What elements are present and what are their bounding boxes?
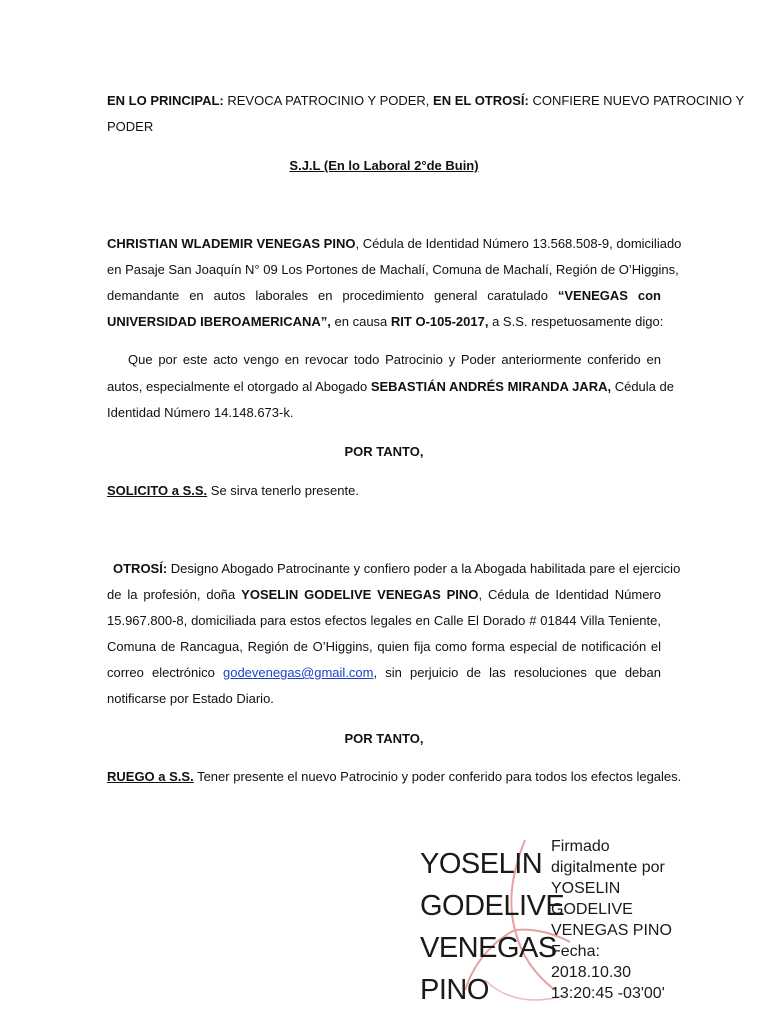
signature-name-line: VENEGAS <box>420 932 557 964</box>
por-tanto-1 <box>107 444 661 459</box>
solicito-text: Se sirva tenerlo presente. <box>207 483 359 498</box>
signature-meta-line: VENEGAS PINO <box>551 922 672 939</box>
p2-line-3: Identidad Número 14.148.673-k. <box>107 405 294 420</box>
signature-meta-line: Firmado <box>551 838 610 855</box>
otrosi-label: OTROSÍ: <box>113 561 168 576</box>
case-title-part-1: “VENEGAS con <box>557 288 661 303</box>
plaintiff-name: CHRISTIAN WLADEMIR VENEGAS PINO <box>107 236 356 251</box>
otrosi-line-5 <box>107 665 661 680</box>
solicito-line <box>107 483 359 498</box>
p1-line-3 <box>107 288 661 303</box>
signature-meta-line: GODELIVE <box>551 901 633 918</box>
otrosi-line-3: 15.967.800-8, domiciliada para estos efectos legales en Calle El Dorado # 01844 Villa Teniente, <box>107 613 661 628</box>
solicito-label: SOLICITO a S.S. <box>107 483 208 498</box>
por-tanto-2-text: POR TANTO, <box>344 731 424 746</box>
signature-name-line: GODELIVE <box>420 890 565 922</box>
otrosi-line-2 <box>107 587 661 602</box>
otrosi-line-5-text: correo electrónico <box>107 665 223 680</box>
p2-line-2-text: autos, especialmente el otorgado al Abogado <box>107 379 371 394</box>
otrosi-line-6: notificarse por Estado Diario. <box>107 691 274 706</box>
signature-name <box>420 843 564 1011</box>
p2-line-1: Que por este acto vengo en revocar todo Patrocinio y Poder anteriormente conferido en <box>128 352 661 367</box>
ruego-line <box>107 769 681 784</box>
p1-line-1 <box>107 236 682 251</box>
otrosi-line-5-rest: , sin perjuicio de las resoluciones que deban <box>373 665 661 680</box>
por-tanto-2 <box>107 731 661 746</box>
signature-meta-line: YOSELIN <box>551 880 621 897</box>
revoked-lawyer-name: SEBASTIÁN ANDRÉS MIRANDA JARA, <box>370 379 612 394</box>
p1-line-1-text: , Cédula de Identidad Número 13.568.508-9, domiciliado <box>355 236 682 251</box>
signature-meta-line: Fecha: <box>551 943 600 960</box>
otrosi-line-1-text: Designo Abogado Patrocinante y confiero poder a la Abogada habilitada pare el ejercicio <box>167 561 681 576</box>
signature-metadata <box>551 836 672 1004</box>
ruego-text: Tener presente el nuevo Patrocinio y poder conferido para todos los efectos legales. <box>193 769 682 784</box>
p1-line-4-text: en causa <box>330 314 391 329</box>
p1-line-4-rest: a S.S. respetuosamente digo: <box>488 314 664 329</box>
signature-meta-line: digitalmente por <box>551 859 665 876</box>
case-title-part-2: UNIVERSIDAD IBEROAMERICANA”, <box>107 314 331 329</box>
p2-line-2 <box>107 379 674 394</box>
header-principal-text: REVOCA PATROCINIO Y PODER, <box>223 93 434 108</box>
signature-name-line: PINO <box>420 974 489 1006</box>
por-tanto-1-text: POR TANTO, <box>344 444 424 459</box>
email-link[interactable]: godevenegas@gmail.com <box>222 665 374 680</box>
ruego-label: RUEGO a S.S. <box>107 769 194 784</box>
case-rit: RIT O-105-2017, <box>390 314 489 329</box>
otrosi-line-2-rest: , Cédula de Identidad Número <box>478 587 661 602</box>
court-heading <box>107 158 661 173</box>
signature-name-line: YOSELIN <box>420 848 543 880</box>
court-name: S.J.L (En lo Laboral 2°de Buin) <box>289 158 479 173</box>
header-otrosi-text: CONFIERE NUEVO PATROCINIO Y <box>528 93 745 108</box>
header-principal-label: EN LO PRINCIPAL: <box>107 93 224 108</box>
p1-line-3-text: demandante en autos laborales en procedimiento general caratulado <box>107 288 558 303</box>
otrosi-line-4: Comuna de Rancagua, Región de O’Higgins, quien fija como forma especial de notificación el <box>107 639 661 654</box>
header-otrosi-label: EN EL OTROSÍ: <box>433 93 529 108</box>
p1-line-4 <box>107 314 663 329</box>
header-line-1 <box>107 93 744 108</box>
signature-meta-line: 13:20:45 -03'00' <box>551 985 665 1002</box>
new-lawyer-name: YOSELIN GODELIVE VENEGAS PINO <box>241 587 479 602</box>
p1-line-2: en Pasaje San Joaquín N° 09 Los Portones de Machalí, Comuna de Machalí, Región de O’Higgins, <box>107 262 679 277</box>
signature-meta-line: 2018.10.30 <box>551 964 632 981</box>
otrosi-line-2-text: de la profesión, doña <box>107 587 242 602</box>
header-line-2: PODER <box>107 119 154 134</box>
p2-line-2-rest: Cédula de <box>611 379 674 394</box>
otrosi-line-1 <box>113 561 681 576</box>
